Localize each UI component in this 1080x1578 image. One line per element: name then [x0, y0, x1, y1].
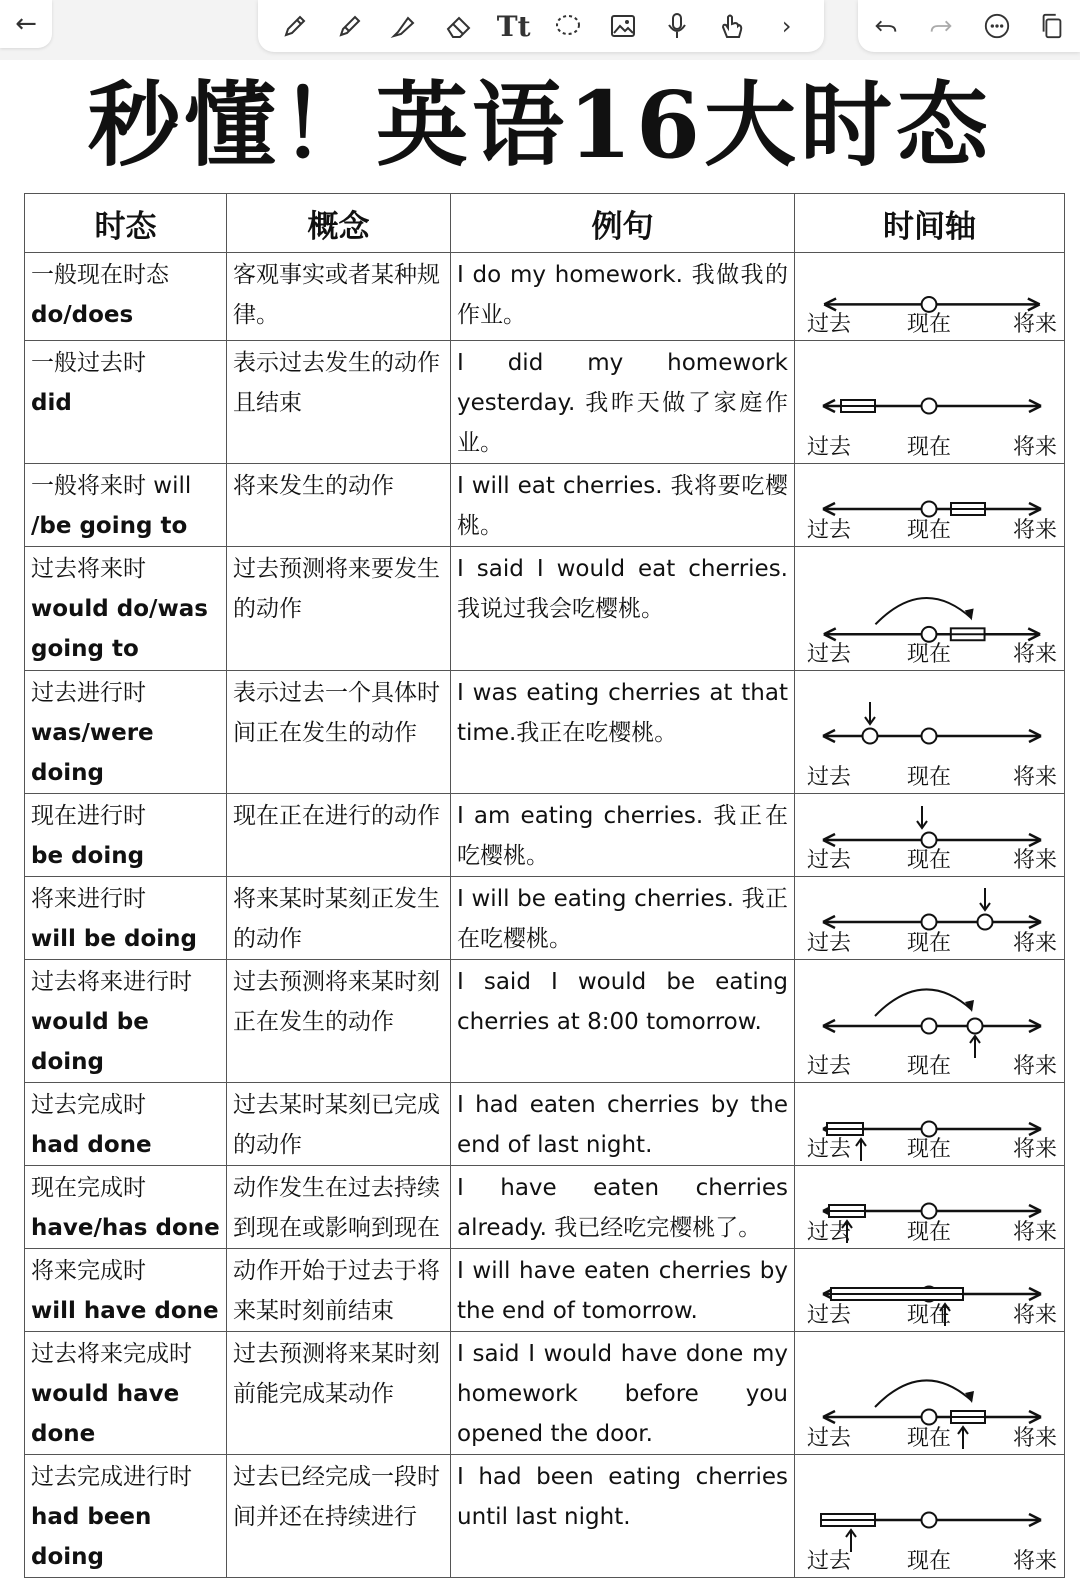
tense-form: was/were doing: [31, 720, 154, 786]
column-header-concept: 概念: [227, 194, 451, 253]
table-row: [25, 547, 1065, 671]
tense-name: 现在进行时: [31, 803, 146, 829]
tense-form: did: [31, 390, 72, 416]
tense-cell: [25, 547, 227, 671]
redo-icon[interactable]: [922, 7, 960, 45]
column-header-example: 例句: [451, 194, 795, 253]
tense-name: 过去进行时: [31, 680, 146, 706]
concept-cell: 过去预测将来要发生的动作: [227, 547, 451, 671]
table-row: [25, 1332, 1065, 1455]
concept-cell: 过去某时某刻已完成的动作: [227, 1083, 451, 1166]
table-body: [25, 253, 1065, 1578]
column-header-tense: 时态: [25, 194, 227, 253]
timeline-label-now: 现在: [907, 848, 952, 873]
timeline-label-future: 将来: [1013, 1303, 1058, 1328]
timeline-label-future: 将来: [1013, 518, 1058, 543]
arrow-left-icon: ←: [15, 9, 37, 39]
tense-form: would have done: [31, 1381, 180, 1447]
timeline-label-now: 现在: [907, 931, 952, 956]
tense-cell: [25, 253, 227, 341]
timeline-label-future: 将来: [1013, 1054, 1058, 1079]
timeline-cell: [795, 1249, 1065, 1332]
undo-icon[interactable]: [867, 7, 905, 45]
timeline-cell: [795, 464, 1065, 547]
tense-table: [24, 193, 1065, 1578]
eraser-icon[interactable]: [440, 7, 478, 45]
timeline-label-past: 过去: [807, 312, 852, 337]
timeline-label-past: 过去: [807, 931, 852, 956]
concept-cell: 过去预测将来某时刻正在发生的动作: [227, 960, 451, 1083]
timeline-label-past: 过去: [807, 1303, 852, 1328]
timeline-label-future: 将来: [1013, 1549, 1058, 1574]
back-button[interactable]: [0, 0, 52, 48]
concept-cell: 现在正在进行的动作: [227, 794, 451, 877]
timeline-cell: [795, 794, 1065, 877]
table-row: [25, 794, 1065, 877]
point-marker: [978, 915, 993, 930]
concept-cell: 动作开始于过去于将来某时刻前结束: [227, 1249, 451, 1332]
timeline-label-past: 过去: [807, 765, 852, 790]
tense-cell: [25, 1249, 227, 1332]
timeline-label-past: 过去: [807, 518, 852, 543]
tense-form: will be doing: [31, 926, 197, 952]
tense-form: would be doing: [31, 1009, 149, 1075]
concept-cell: 动作发生在过去持续到现在或影响到现在: [227, 1166, 451, 1249]
lasso-icon[interactable]: [549, 7, 587, 45]
table-row: [25, 253, 1065, 341]
table-row: [25, 877, 1065, 960]
timeline-cell: [795, 877, 1065, 960]
more-icon[interactable]: [978, 7, 1016, 45]
timeline-label-past: 过去: [807, 1054, 852, 1079]
example-cell: I am eating cherries. 我正在吃樱桃。: [451, 794, 795, 877]
timeline-label-past: 过去: [807, 1549, 852, 1574]
timeline-label-now: 现在: [907, 518, 952, 543]
now-marker: [922, 1019, 937, 1034]
tense-name: 过去将来进行时: [31, 969, 192, 995]
tense-cell: [25, 877, 227, 960]
timeline-label-now: 现在: [907, 435, 952, 460]
text-icon[interactable]: Tt: [496, 9, 531, 43]
timeline-label-past: 过去: [807, 1220, 852, 1245]
timeline-label-past: 过去: [807, 642, 852, 667]
concept-cell: 过去预测将来某时刻前能完成某动作: [227, 1332, 451, 1455]
timeline-cell: [795, 253, 1065, 341]
tense-cell: [25, 1332, 227, 1455]
timeline-label-future: 将来: [1013, 848, 1058, 873]
pencil-icon[interactable]: [331, 7, 369, 45]
example-cell: I said I would have done my homework before you opened the door.: [451, 1332, 795, 1455]
timeline-label-now: 现在: [907, 765, 952, 790]
tense-form: will have done: [31, 1298, 219, 1324]
example-cell: I was eating cherries at that time.我正在吃樱桃。: [451, 671, 795, 794]
tense-name: 过去完成时: [31, 1092, 146, 1118]
timeline-label-now: 现在: [907, 1220, 952, 1245]
concept-cell: 客观事实或者某种规律。: [227, 253, 451, 341]
tense-form: had been doing: [31, 1504, 152, 1570]
table-row: [25, 341, 1065, 464]
tense-name: 过去完成进行时: [31, 1464, 192, 1490]
example-cell: I will eat cherries. 我将要吃樱桃。: [451, 464, 795, 547]
page-title: 秒懂！英语16大时态: [87, 71, 993, 179]
timeline-label-now: 现在: [907, 1549, 952, 1574]
tense-form: do/does: [31, 302, 134, 328]
concept-cell: 将来某时某刻正发生的动作: [227, 877, 451, 960]
example-cell: I had been eating cherries until last night.: [451, 1455, 795, 1578]
tense-cell: [25, 960, 227, 1083]
concept-cell: 过去已经完成一段时间并还在持续进行: [227, 1455, 451, 1578]
timeline-label-past: 过去: [807, 1426, 852, 1451]
table-row: [25, 464, 1065, 547]
column-header-timeline: 时间轴: [795, 194, 1065, 253]
tense-cell: [25, 1455, 227, 1578]
curved-arrow-icon: [875, 1380, 972, 1407]
example-cell: I had eaten cherries by the end of last night.: [451, 1083, 795, 1166]
now-marker: [922, 399, 937, 414]
tense-name: 过去将来完成时: [31, 1341, 192, 1367]
table-row: [25, 1166, 1065, 1249]
timeline-label-now: 现在: [907, 1054, 952, 1079]
timeline-label-future: 将来: [1013, 1137, 1058, 1162]
hand-touch-icon[interactable]: [713, 7, 751, 45]
timeline-cell: [795, 1083, 1065, 1166]
drawing-tools: [258, 0, 824, 52]
timeline-cell: [795, 1455, 1065, 1578]
timeline-label-future: 将来: [1013, 1426, 1058, 1451]
tense-cell: [25, 1083, 227, 1166]
concept-cell: 表示过去一个具体时间正在发生的动作: [227, 671, 451, 794]
image-icon[interactable]: [604, 7, 642, 45]
curved-arrow-icon: [875, 598, 971, 624]
app-toolbar: [0, 0, 1080, 60]
table-header: [25, 194, 1065, 253]
tense-name: 将来完成时: [31, 1258, 146, 1284]
arrow-up-icon: [958, 1427, 968, 1449]
tense-form: /be going to: [31, 513, 188, 539]
point-marker: [863, 729, 878, 744]
timeline-label-future: 将来: [1013, 312, 1058, 337]
tense-name: 将来进行时: [31, 886, 146, 912]
table-row: [25, 960, 1065, 1083]
tense-name: 过去将来时: [31, 556, 146, 582]
tense-name: 现在完成时: [31, 1175, 146, 1201]
timeline-label-past: 过去: [807, 1137, 852, 1162]
now-marker: [922, 1513, 937, 1528]
timeline-label-now: 现在: [907, 642, 952, 667]
example-cell: I will be eating cherries. 我正在吃樱桃。: [451, 877, 795, 960]
arrow-up-icon: [856, 1139, 866, 1161]
concept-cell: 表示过去发生的动作且结束: [227, 341, 451, 464]
tense-cell: [25, 464, 227, 547]
timeline-label-now: 现在: [907, 1303, 952, 1328]
table-row: [25, 1083, 1065, 1166]
tense-form: be doing: [31, 843, 145, 869]
timeline-cell: [795, 1166, 1065, 1249]
timeline-label-future: 将来: [1013, 1220, 1058, 1245]
timeline-label-future: 将来: [1013, 642, 1058, 667]
table-row: [25, 1455, 1065, 1578]
now-marker: [922, 729, 937, 744]
tense-cell: [25, 794, 227, 877]
curved-arrow-icon: [875, 989, 972, 1016]
chevron-right-icon[interactable]: ›: [781, 12, 792, 40]
example-cell: I did my homework yesterday. 我昨天做了家庭作业。: [451, 341, 795, 464]
tense-form: would do/was going to: [31, 596, 208, 662]
arrow-down-icon: [865, 702, 875, 724]
arrow-up-icon: [970, 1036, 980, 1058]
timeline-label-now: 现在: [907, 1137, 952, 1162]
timeline-label-now: 现在: [907, 1426, 952, 1451]
copy-icon[interactable]: [1033, 7, 1071, 45]
pen-icon[interactable]: [276, 7, 314, 45]
tense-cell: [25, 1166, 227, 1249]
concept-cell: 将来发生的动作: [227, 464, 451, 547]
microphone-icon[interactable]: [658, 7, 696, 45]
timeline-label-past: 过去: [807, 848, 852, 873]
example-cell: I said I would be eating cherries at 8:00 tomorrow.: [451, 960, 795, 1083]
timeline-label-future: 将来: [1013, 435, 1058, 460]
timeline-cell: [795, 1332, 1065, 1455]
tense-form: have/has done: [31, 1215, 220, 1241]
timeline-label-now: 现在: [907, 312, 952, 337]
table-row: [25, 1249, 1065, 1332]
timeline-label-future: 将来: [1013, 931, 1058, 956]
tense-cell: [25, 671, 227, 794]
table-row: [25, 671, 1065, 794]
timeline-cell: [795, 671, 1065, 794]
arrow-down-icon: [980, 888, 990, 910]
example-cell: I will have eaten cherries by the end of tomorrow.: [451, 1249, 795, 1332]
timeline-cell: [795, 960, 1065, 1083]
timeline-cell: [795, 547, 1065, 671]
example-cell: I said I would eat cherries. 我说过我会吃樱桃。: [451, 547, 795, 671]
tense-name: 一般现在时态: [31, 262, 169, 288]
highlighter-icon[interactable]: [385, 7, 423, 45]
point-marker: [968, 1019, 983, 1034]
tense-name: 一般将来时 will: [31, 473, 192, 499]
timeline-label-past: 过去: [807, 435, 852, 460]
arrow-down-icon: [917, 806, 927, 828]
timeline-label-future: 将来: [1013, 765, 1058, 790]
example-cell: I have eaten cherries already. 我已经吃完樱桃了。: [451, 1166, 795, 1249]
timeline-cell: [795, 341, 1065, 464]
example-cell: I do my homework. 我做我的作业。: [451, 253, 795, 341]
tense-name: 一般过去时: [31, 350, 146, 376]
history-tools: [858, 0, 1080, 52]
tense-cell: [25, 341, 227, 464]
tense-form: had done: [31, 1132, 152, 1158]
